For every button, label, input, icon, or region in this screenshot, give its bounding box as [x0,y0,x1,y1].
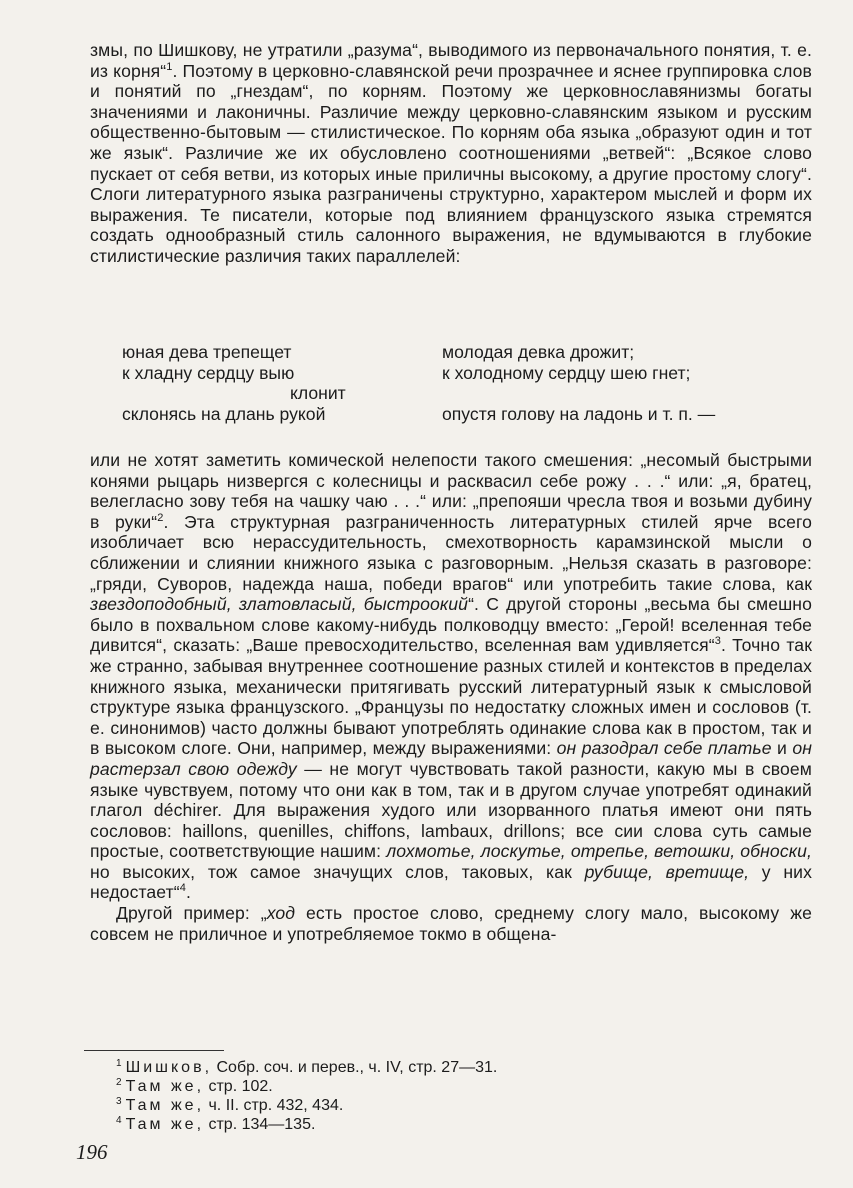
footnote [116,1115,497,1134]
footnotes [116,1058,497,1134]
paragraph-2-text-f: — не могут чувствовать такой разности, какую мы в своем языке чувствуем, потому что они как в том, так и в другом случае употребят одинакий глагол déchirer. Для выражения худого или изорванного платья имеют они пять сословов: haillons, quenilles, chiffons, lambaux, drillons; все сии слова суть самые простые, соответствующие нашим: [90,758,812,862]
parallel-low-style: опустя голову на ладонь и т. п. — [442,403,716,424]
italic-example-3: он растерзал свою одежду [90,738,812,779]
footnote-ref-2: 2 [157,511,164,524]
parallel-continuation: клонит [290,383,346,404]
footnote-ref-4: 4 [179,882,186,895]
footnote-mark: 4 [116,1114,122,1126]
footnote-mark: 3 [116,1095,122,1107]
footnote-text: Собр. соч. и перев., ч. IV, стр. 27—31. [216,1059,498,1076]
footnote-author: Там же, [125,1078,205,1095]
footnote-mark: 1 [116,1057,122,1069]
italic-examples-1: звездоподобный, златовласый, быстроокий [90,594,469,615]
parallel-high-style: склонясь на длань рукой [122,403,326,424]
parallel-row [122,363,812,384]
paragraph-2-text-g: но высоких, тож самое значущих слов, таковых, как [90,861,585,882]
footnote [116,1077,497,1096]
paragraph-3 [90,903,812,944]
footnote-author: Там же, [125,1116,205,1133]
paragraph-2-text-i: . [185,882,191,903]
parallel-low-style: молодая девка дрожит; [442,342,635,362]
footnote-ref-3: 3 [714,635,721,648]
footnote-ref-1: 1 [166,60,173,73]
footnote [116,1096,497,1115]
italic-examples-5: рубище, вретище, [584,861,750,882]
italic-example-hod: ход [266,903,296,924]
parallel-row [122,383,812,404]
footnote [116,1058,497,1077]
parallels-list [122,342,812,424]
footnote-mark: 2 [116,1076,122,1088]
footnote-divider [84,1050,224,1051]
footnote-author: Шишков, [125,1059,213,1076]
italic-examples-4: лохмотье, лоскутье, отрепье, ветошки, обноски, [386,841,812,862]
paragraph-1-text-a: змы, по Шишкову, не утратили „разума“, выводимого из первоначального понятия, т. е. из корня“ [90,40,812,81]
paragraph-2-text-a: или не хотят заметить комической нелепости такого смешения: „несомый быстрыми конями рыцарь низвергся с колесницы и расквасил себе рожу . . .“ или: „я, братец, велегласно зову тебя на чашку чаю . . .“ или: „препояши чресла твоя и возьми дубину в руки“ [90,450,812,532]
paragraph-2-text-d: . Точно так же странно, забывая внутреннее соотношение разных стилей и контекстов в пределах книжного языка, механически притягивать русский литературный язык к смысловой структуре языка французского. „Французы по недостатку сложных имен и сословов (т. е. синонимов) часто должны бывают употреблять одинакие слова как в простом, так и в высоком слоге. Они, например, между выражениями: [90,635,812,759]
parallel-high-style: к хладну сердцу выю [122,362,295,383]
footnote-text: стр. 102. [208,1078,273,1095]
paragraph-2 [90,450,812,944]
footnote-text: ч. II. стр. 432, 434. [208,1097,344,1114]
parallel-row [122,342,812,363]
paragraph-2-text-b: . Эта структурная разграниченность литературных стилей ярче всего изобличает всю нерассудительность, смехотворность карамзинской мысли о сближении и слиянии книжного языка с разговорным. „Нельзя сказать в разговоре: „гряди, Суворов, надежда наша, победи врагов“ или употребить такие слова, как [90,511,813,594]
footnote-text: стр. 134—135. [208,1116,316,1133]
paragraph-2-text-c: “. С другой стороны „весьма бы смешно было в похвальном слове какому-нибудь полководцу вместо: „Герой! вселенная тебе дивится“, сказать: „Ваше превосходительство, вселенная вам удивляется“ [90,594,812,656]
parallel-low-style: к холодному сердцу шею гнет; [442,362,691,383]
footnote-author: Там же, [125,1097,205,1114]
paragraph-1-text-b: . Поэтому в церковно-славянской речи прозрачнее и яснее группировка слов и понятий по „гнездам“, по корням. Поэтому же церковнославянизмы богаты значениями и лаконичны. Различие между церковно-славянским языком и русским общественно-бытовым — стилистическое. По корням оба языка „образуют один и тот же язык“. Различие же их обусловлено соотношениями „ветвей“: „Всякое слово пускает от себя ветви, из которых иные приличны высокому, а другие простому слогу“. Слоги литературного языка разграничены структурно, характером мыслей и форм их выражения. Те писатели, которые под влиянием французского языка стремятся создать однообразный стиль салонного выражения, не вдумываются в глубокие стилистические различия таких параллелей: [90,60,812,266]
page-number: 196 [76,1140,108,1164]
paragraph-3-text-b: есть простое слово, среднему слогу мало, высокому же совсем не приличное и употребляемое токмо в общена- [90,903,812,944]
paragraph-1 [90,40,812,267]
parallel-row [122,404,812,425]
paragraph-2-text-e: и [771,738,793,759]
paragraph-3-text-a: Другой пример: „ [116,903,267,924]
paragraph-2-text-h: у них недостает“ [90,861,812,903]
parallel-high-style: юная дева трепещет [122,342,292,362]
italic-example-2: он разодрал себе платье [556,738,772,759]
